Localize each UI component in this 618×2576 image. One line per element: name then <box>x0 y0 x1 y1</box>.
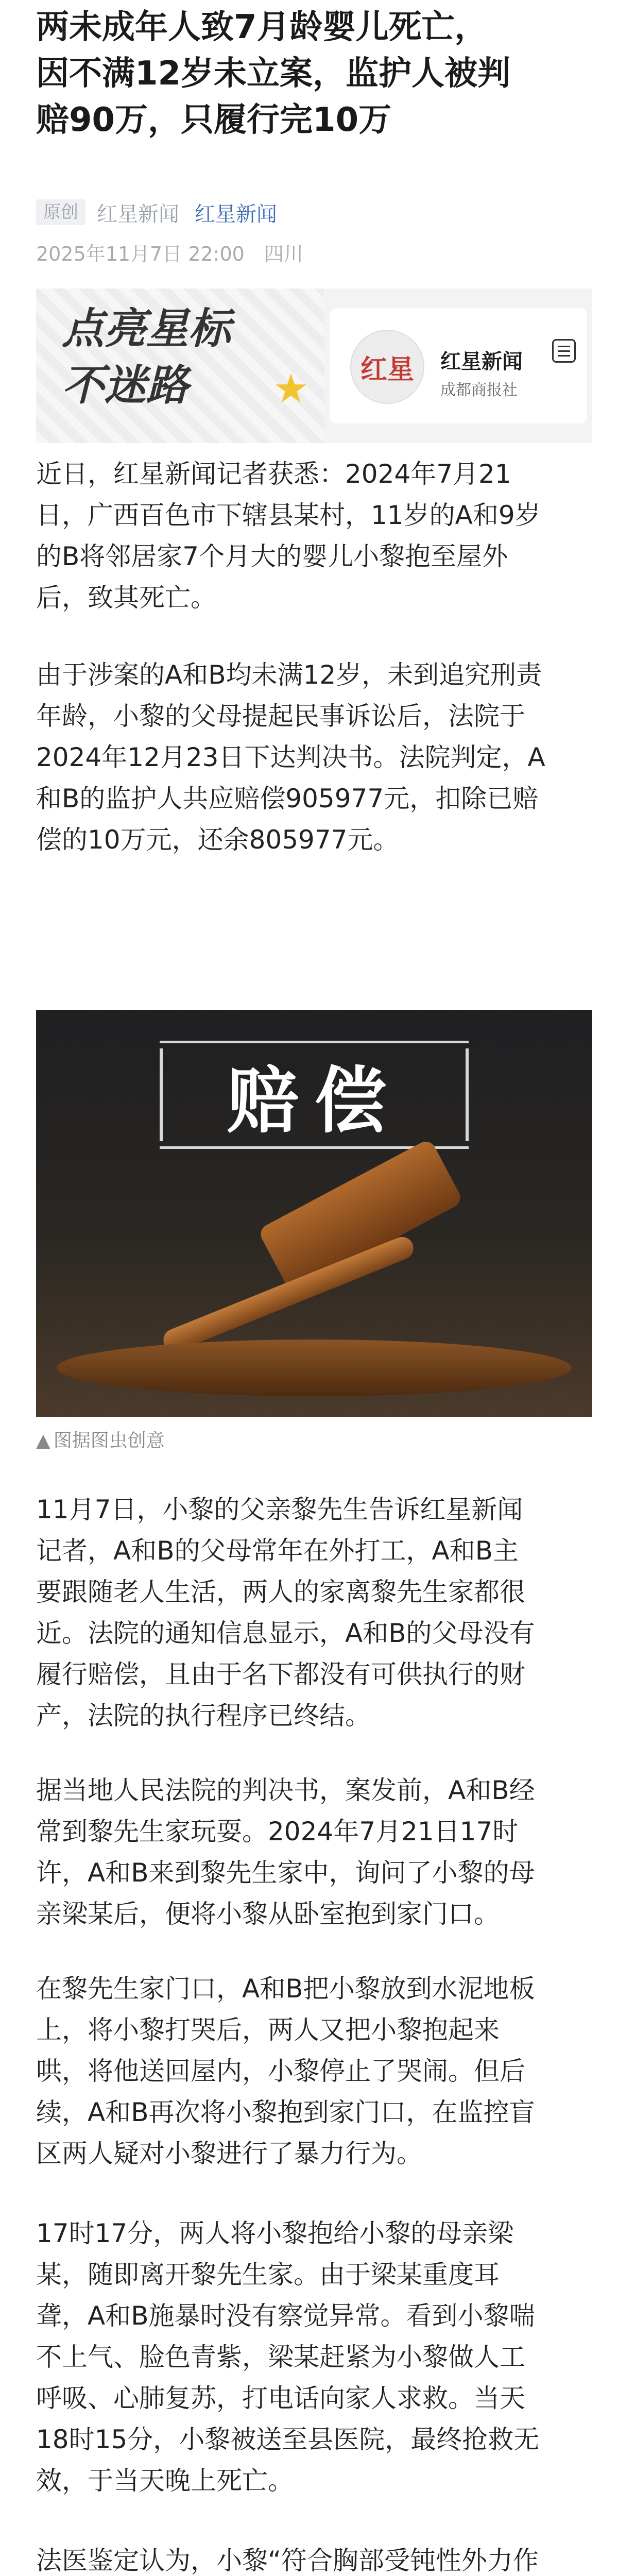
paragraph-line: 呼吸、心肺复苏，打电话向家人求救。当天 <box>36 2383 525 2413</box>
paragraph-line: 记者，A和B的父母常年在外打工，A和B主 <box>36 1536 519 1566</box>
paragraph-line: 后，致其死亡。 <box>36 583 216 613</box>
follow-banner[interactable] <box>36 289 592 443</box>
paragraph-line: 据当地人民法院的判决书，案发前，A和B经 <box>36 1775 535 1805</box>
paragraph-line: 18时15分，小黎被送至县医院，最终抢救无 <box>36 2425 540 2454</box>
paragraph-line: 某，随即离开黎先生家。由于梁某重度耳 <box>36 2260 500 2290</box>
paragraph-line: 由于涉案的A和B均未满12岁，未到追究刑责 <box>36 660 542 690</box>
paragraph-line: 年龄，小黎的父母提起民事诉讼后，法院于 <box>36 701 525 731</box>
account-card-name: 红星新闻 <box>440 350 523 374</box>
paragraph-line: 11月7日，小黎的父亲黎先生告诉红星新闻 <box>36 1495 523 1524</box>
author-name: 红星新闻 <box>97 202 179 226</box>
account-logo: 红星 <box>350 330 424 404</box>
image-caption <box>36 1428 165 1454</box>
caption-text: 图据图虫创意 <box>53 1430 165 1451</box>
paragraph-line: 上，将小黎打哭后，两人又把小黎抱起来 <box>36 2015 500 2045</box>
article-image[interactable] <box>36 1010 592 1417</box>
paragraph-line: 和B的监护人共应赔偿905977元，扣除已赔 <box>36 784 539 814</box>
caption-triangle-icon: ▲ <box>36 1430 50 1451</box>
paragraph <box>36 1770 592 1935</box>
account-card-subtitle: 成都商报社 <box>440 381 518 399</box>
article-title <box>36 4 592 143</box>
paragraph-line: 聋，A和B施暴时没有察觉异常。看到小黎喘 <box>36 2301 535 2331</box>
paragraph-line: 日，广西百色市下辖县某村，11岁的A和9岁 <box>36 500 541 530</box>
paragraph-line: 法医鉴定认为，小黎“符合胸部受钝性外力作 <box>36 2546 539 2575</box>
paragraph-line: 产，法院的执行程序已终结。 <box>36 1701 371 1731</box>
publish-time: 2025年11月7日 22:00 <box>36 243 245 265</box>
paragraph-line: 履行赔偿，且由于名下都没有可供执行的财 <box>36 1659 525 1689</box>
paragraph-line: 近日，红星新闻记者获悉：2024年7月21 <box>36 459 511 489</box>
paragraph-line: 哄，将他送回屋内，小黎停止了哭闹。但后 <box>36 2056 525 2086</box>
sign-text: 赔偿 <box>226 1059 402 1143</box>
paragraph <box>36 453 592 618</box>
publish-info <box>36 241 317 267</box>
paragraph-line: 偿的10万元，还余805977元。 <box>36 825 399 855</box>
title-line: 两未成年人致7月龄婴儿死亡， <box>36 8 488 46</box>
compensation-sign <box>160 1041 469 1149</box>
paragraph-line: 区两人疑对小黎进行了暴力行为。 <box>36 2139 422 2168</box>
publish-location: 四川 <box>264 243 303 265</box>
paragraph-line: 近。法院的通知信息显示，A和B的父母没有 <box>36 1618 535 1648</box>
banner-slogan-line1: 点亮星标 <box>62 304 231 353</box>
paragraph-line: 2024年12月23日下达判决书。法院判定，A <box>36 742 545 772</box>
paragraph-line: 亲梁某后，便将小黎从卧室抱到家门口。 <box>36 1899 500 1929</box>
menu-icon[interactable] <box>552 339 576 363</box>
banner-slogan-line2: 不迷路 <box>62 361 188 410</box>
paragraph-line: 在黎先生家门口，A和B把小黎放到水泥地板 <box>36 1974 535 2004</box>
sound-block <box>57 1340 572 1396</box>
paragraph <box>36 1489 592 1736</box>
original-badge: 原创 <box>36 199 85 225</box>
account-link[interactable]: 红星新闻 <box>195 202 277 226</box>
star-icon: ★ <box>273 366 309 412</box>
title-line: 因不满12岁未立案，监护人被判 <box>36 55 511 93</box>
account-card[interactable] <box>330 308 587 423</box>
paragraph <box>36 1968 592 2174</box>
paragraph-line: 的B将邻居家7个月大的婴儿小黎抱至屋外 <box>36 541 508 571</box>
paragraph-line: 要跟随老人生活，两人的家离黎先生家都很 <box>36 1577 525 1607</box>
paragraph-line: 不上气、脸色青紫，梁某赶紧为小黎做人工 <box>36 2342 525 2372</box>
paragraph-line: 效，于当天晚上死亡。 <box>36 2466 294 2496</box>
article-meta <box>36 197 277 228</box>
paragraph <box>36 654 592 860</box>
paragraph-line: 17时17分，两人将小黎抱给小黎的母亲梁 <box>36 2218 514 2248</box>
paragraph-line: 续，A和B再次将小黎抱到家门口，在监控盲 <box>36 2097 535 2127</box>
paragraph-line: 许，A和B来到黎先生家中，询问了小黎的母 <box>36 1858 535 1888</box>
paragraph-line: 常到黎先生家玩耍。2024年7月21日17时 <box>36 1817 519 1846</box>
title-line: 赔90万，只履行完10万 <box>36 101 392 139</box>
paragraph <box>36 2540 592 2576</box>
paragraph <box>36 2213 592 2501</box>
